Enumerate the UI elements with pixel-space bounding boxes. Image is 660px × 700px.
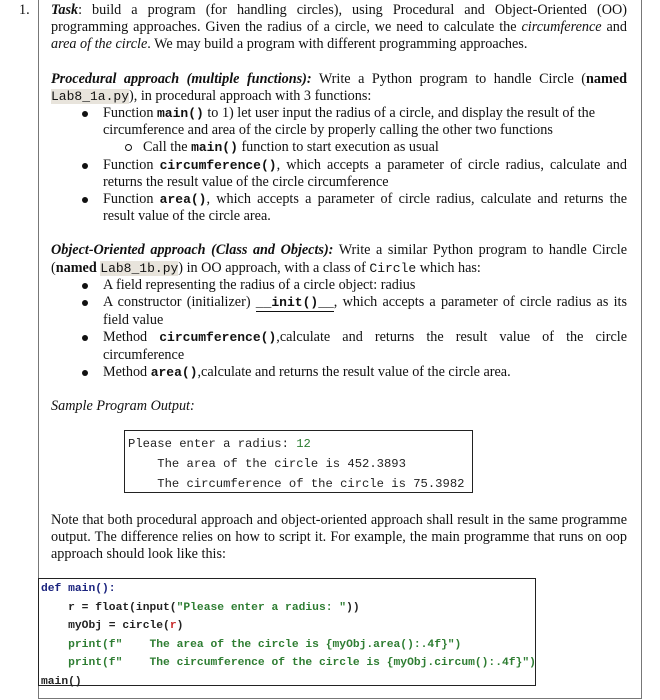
sample-area-line: The area of the circle is 452.3893 xyxy=(157,457,406,471)
list-item: A constructor (initializer) __init()__, which accepts a parameter of circle radius as its field value xyxy=(51,294,627,329)
sample-circ-line: The circumference of the circle is 75.3982 xyxy=(157,477,465,491)
list-item: Method area(),calculate and returns the result value of the circle area. xyxy=(51,364,627,381)
code-snippet-box: def main(): r = float(input("Please enter a radius: ")) myObj = circle(r) print(f" The area of the circle is {myObj.area():.4f}") print(f" The circumference of the circle is {myObj.circum():.4f}") main() xyxy=(38,578,536,686)
sub-bullets xyxy=(103,139,627,156)
task-content xyxy=(51,2,627,415)
task-label: Task xyxy=(51,2,79,18)
task-paragraph: Task: build a program (for handling circles), using Procedural and Object-Oriented (OO) programming approaches. Given the radius of a circle, we need to calculate the circumference and area of the circle. We may build a program with different programming approaches. xyxy=(51,2,627,53)
list-item: Method circumference(),calculate and returns the result value of the circle circumference xyxy=(51,329,627,363)
sample-title: Sample Program Output: xyxy=(51,398,195,415)
procedural-bullets xyxy=(51,105,627,225)
list-item: Function circumference(), which accepts a parameter of circle radius, calculate and returns the result value of the circle circumference xyxy=(51,157,627,191)
oo-bullets xyxy=(51,277,627,381)
filename-1a: Lab8_1a.py xyxy=(51,88,130,104)
note-paragraph: Note that both procedural approach and object-oriented approach shall result in the same programme output. The difference relies on how to script it. For example, the main programme that runs on oop approach should look like this: xyxy=(51,512,627,563)
procedural-title: Procedural approach (multiple functions): xyxy=(51,70,312,87)
list-item: A field representing the radius of a circle object: radius xyxy=(51,277,627,294)
list-item: Function main() to 1) let user input the radius of a circle, and display the result of the circumference and area of the circle by properly calling the other two functions Call the main() function to start execution as usual xyxy=(51,105,627,157)
class-name: Circle xyxy=(369,260,417,276)
oo-title: Object-Oriented approach (Class and Objects): xyxy=(51,242,334,259)
oo-intro: Object-Oriented approach (Class and Objects): Write a similar Python program to handle Circle (named Lab8_1b.py) in OO approach, with a class of Circle which has: xyxy=(51,242,627,276)
list-item: Call the main() function to start execution as usual xyxy=(103,139,627,156)
filename-1b: Lab8_1b.py xyxy=(100,260,179,276)
list-item: Function area(), which accepts a parameter of circle radius, calculate and returns the result value of the circle area. xyxy=(51,191,627,225)
procedural-intro: Procedural approach (multiple functions): Write a Python program to handle Circle (named Lab8_1a.py), in procedural approach with 3 functions: xyxy=(51,70,627,104)
sample-output-box: Please enter a radius: 12 The area of the circle is 452.3893 The circumference of the circle is 75.3982 xyxy=(124,430,473,493)
item-number: 1. xyxy=(19,2,30,18)
